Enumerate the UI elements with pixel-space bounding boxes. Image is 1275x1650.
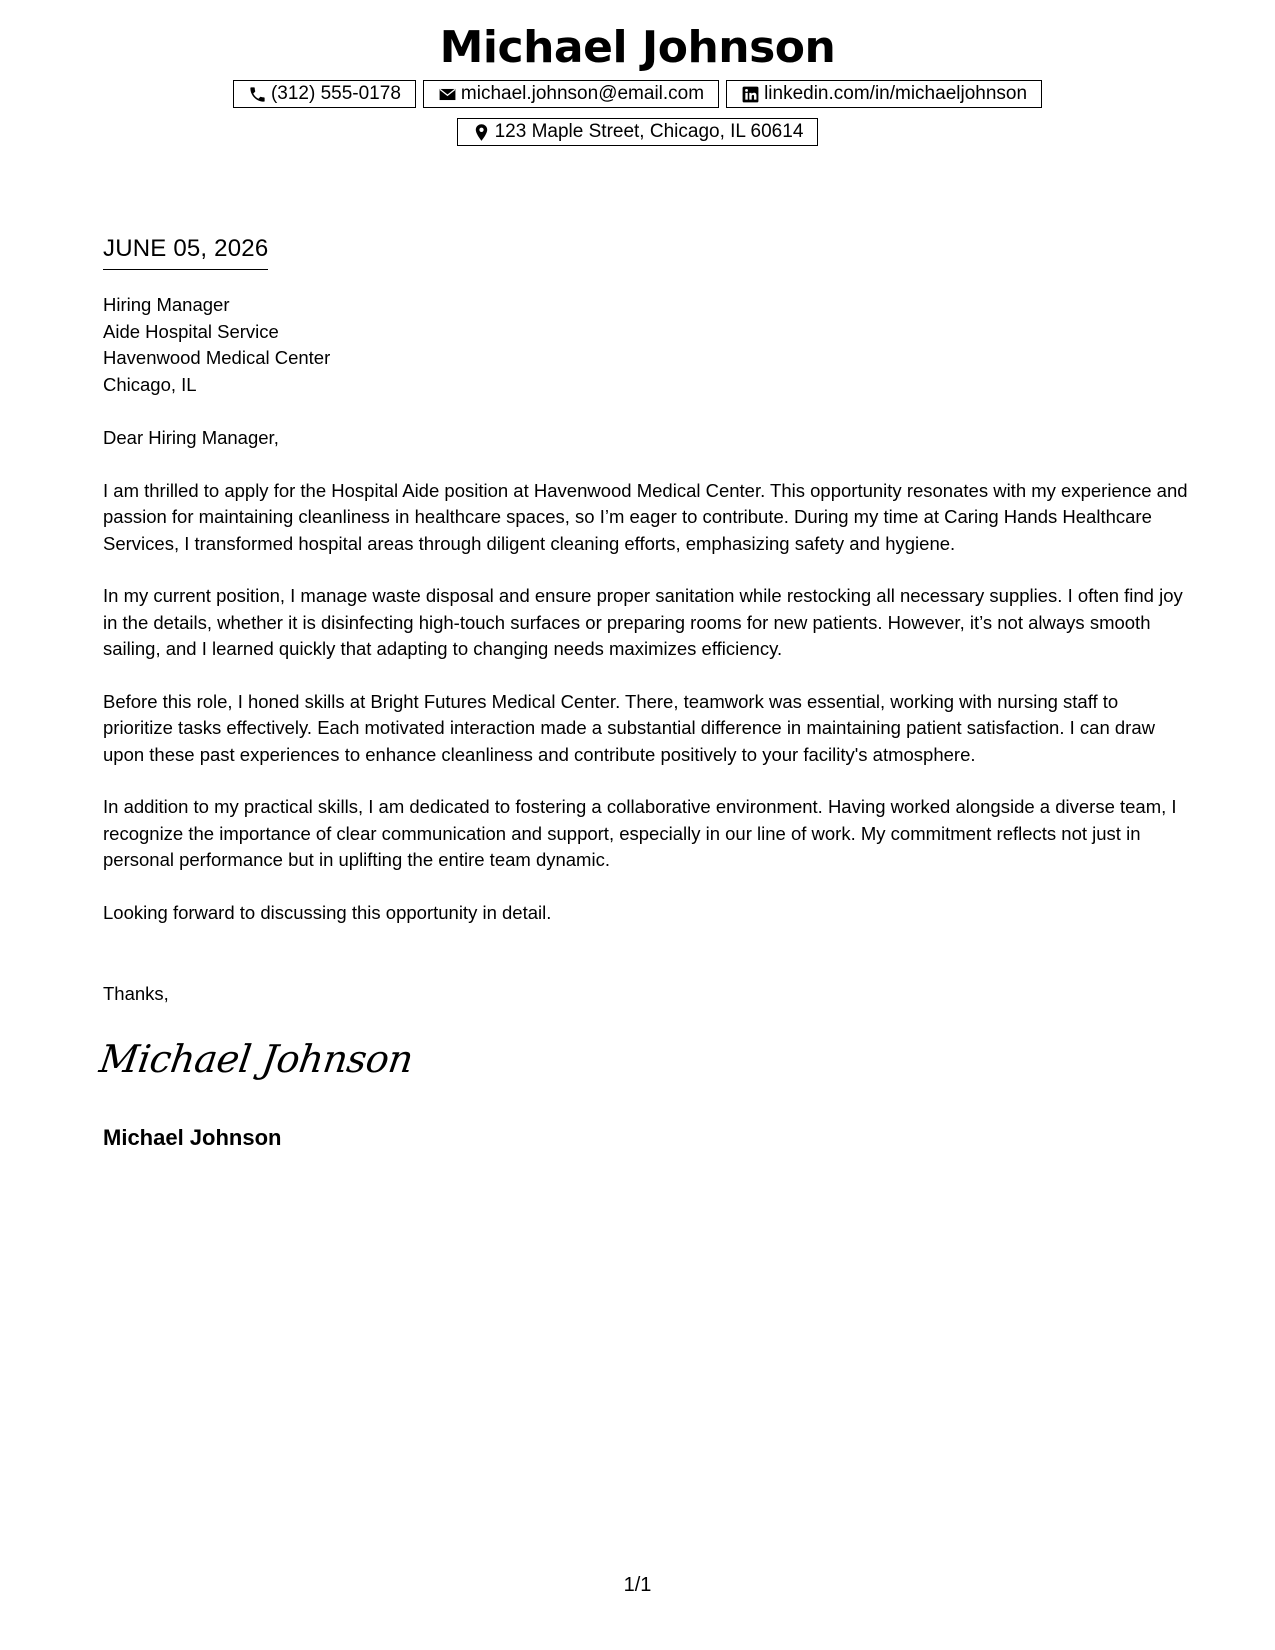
street-address: 123 Maple Street, Chicago, IL 60614 xyxy=(494,121,804,142)
map-pin-icon xyxy=(472,123,491,142)
body-paragraph: In my current position, I manage waste disposal and ensure proper sanitation while restocking all necessary supplies. I often find joy in the details, whether it is disinfecting high-touch surfaces or preparing rooms for new patients. However, it’s not always smooth sailing, and I learned quickly that adapting to changing needs maximizes efficiency. xyxy=(103,585,1183,659)
applicant-name: Michael Johnson xyxy=(439,22,836,73)
recipient-block xyxy=(103,292,330,398)
page-number: 1/1 xyxy=(623,1574,652,1596)
body-paragraph: Before this role, I honed skills at Bright Futures Medical Center. There, teamwork was essential, working with nursing staff to prioritize tasks effectively. Each motivated interaction made a substantial difference in maintaining patient satisfaction. I can draw upon these past experiences to enhance cleanliness and contribute positively to your facility's atmosphere. xyxy=(103,690,1155,765)
linkedin-icon xyxy=(741,85,760,104)
body-paragraph: In addition to my practical skills, I am dedicated to fostering a collaborative environment. Having worked alongside a diverse team, I recognize the importance of clear communication and support, especially in our line of work. My commitment reflects not just in personal performance but in uplifting the entire team dynamic. xyxy=(103,796,1177,870)
address-contact xyxy=(457,118,819,146)
closing: Thanks, xyxy=(103,983,169,1004)
body-paragraph: Looking forward to discussing this opportunity in detail. xyxy=(103,901,552,923)
linkedin-contact[interactable] xyxy=(726,80,1042,108)
email-address[interactable]: michael.johnson@email.com xyxy=(460,83,705,104)
phone-number: (312) 555-0178 xyxy=(270,83,401,104)
recipient-line: Hiring Manager xyxy=(103,294,230,315)
linkedin-url[interactable]: linkedin.com/in/michaeljohnson xyxy=(764,83,1028,104)
contact-info-row xyxy=(0,80,1275,108)
envelope-icon xyxy=(438,85,457,104)
phone-icon xyxy=(248,85,267,104)
signer-name: Michael Johnson xyxy=(103,1125,282,1150)
email-contact[interactable] xyxy=(423,80,719,108)
handwritten-signature: Michael Johnson xyxy=(96,1037,416,1081)
salutation: Dear Hiring Manager, xyxy=(103,427,279,448)
recipient-line: Aide Hospital Service xyxy=(103,320,279,342)
body-paragraph: I am thrilled to apply for the Hospital Aide position at Havenwood Medical Center. This opportunity resonates with my experience and passion for maintaining cleanliness in healthcare spaces, so I’m eager to contribute. During my time at Caring Hands Healthcare Services, I transformed hospital areas through diligent cleaning efforts, emphasizing safety and hygiene. xyxy=(103,479,1188,554)
letter-body xyxy=(103,425,1188,952)
letter-date: JUNE 05, 2026 xyxy=(103,234,268,270)
address-row xyxy=(0,118,1275,146)
recipient-line: Havenwood Medical Center xyxy=(103,347,331,368)
recipient-line: Chicago, IL xyxy=(103,373,197,395)
phone-contact xyxy=(233,80,416,108)
